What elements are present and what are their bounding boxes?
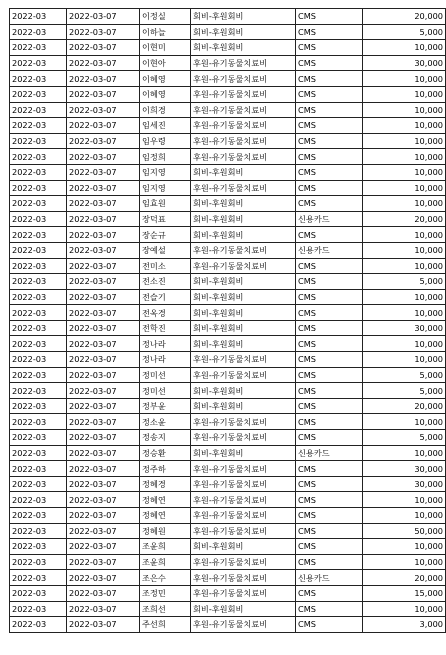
name-cell: 정나라: [140, 336, 191, 352]
category-cell: 회비-후원회비: [191, 9, 296, 25]
category-cell: 후원-유기동물치료비: [191, 55, 296, 71]
date-cell: 2022-03-07: [67, 133, 140, 149]
category-cell: 회비-후원회비: [191, 211, 296, 227]
name-cell: 임정희: [140, 149, 191, 165]
amount-cell: 10,000: [363, 258, 446, 274]
month-cell: 2022-03: [10, 445, 67, 461]
payment-cell: CMS: [296, 9, 363, 25]
amount-cell: 5,000: [363, 383, 446, 399]
name-cell: 주선희: [140, 617, 191, 633]
date-cell: 2022-03-07: [67, 227, 140, 243]
amount-cell: 10,000: [363, 508, 446, 524]
name-cell: 조윤희: [140, 539, 191, 555]
payment-cell: CMS: [296, 367, 363, 383]
category-cell: 후원-유기동물치료비: [191, 71, 296, 87]
category-cell: 후원-유기동물치료비: [191, 367, 296, 383]
table-row: [10, 461, 446, 477]
name-cell: 조윤희: [140, 554, 191, 570]
payment-cell: CMS: [296, 414, 363, 430]
payment-cell: CMS: [296, 523, 363, 539]
amount-cell: 10,000: [363, 86, 446, 102]
table-row: [10, 180, 446, 196]
payment-cell: 신용카드: [296, 211, 363, 227]
amount-cell: 3,000: [363, 617, 446, 633]
category-cell: 회비-후원회비: [191, 227, 296, 243]
date-cell: 2022-03-07: [67, 554, 140, 570]
date-cell: 2022-03-07: [67, 258, 140, 274]
month-cell: 2022-03: [10, 40, 67, 56]
name-cell: 임세진: [140, 118, 191, 134]
category-cell: 후원-유기동물치료비: [191, 570, 296, 586]
table-row: [10, 71, 446, 87]
month-cell: 2022-03: [10, 274, 67, 290]
date-cell: 2022-03-07: [67, 617, 140, 633]
table-row: [10, 86, 446, 102]
payment-cell: CMS: [296, 71, 363, 87]
category-cell: 후원-유기동물치료비: [191, 133, 296, 149]
date-cell: 2022-03-07: [67, 508, 140, 524]
name-cell: 이현아: [140, 55, 191, 71]
date-cell: 2022-03-07: [67, 305, 140, 321]
table-row: [10, 211, 446, 227]
table-row: [10, 539, 446, 555]
date-cell: 2022-03-07: [67, 430, 140, 446]
amount-cell: 20,000: [363, 9, 446, 25]
payment-cell: CMS: [296, 86, 363, 102]
table-row: [10, 305, 446, 321]
name-cell: 정소윤: [140, 414, 191, 430]
category-cell: 회비-후원회비: [191, 539, 296, 555]
amount-cell: 10,000: [363, 118, 446, 134]
table-row: [10, 367, 446, 383]
name-cell: 이정실: [140, 9, 191, 25]
name-cell: 이혜영: [140, 71, 191, 87]
date-cell: 2022-03-07: [67, 445, 140, 461]
category-cell: 회비-후원회비: [191, 383, 296, 399]
category-cell: 회비-후원회비: [191, 305, 296, 321]
name-cell: 조희선: [140, 601, 191, 617]
table-row: [10, 508, 446, 524]
payment-cell: CMS: [296, 398, 363, 414]
date-cell: 2022-03-07: [67, 40, 140, 56]
payment-cell: CMS: [296, 133, 363, 149]
payment-cell: CMS: [296, 383, 363, 399]
payment-cell: CMS: [296, 492, 363, 508]
payment-cell: CMS: [296, 305, 363, 321]
table-row: [10, 320, 446, 336]
amount-cell: 30,000: [363, 461, 446, 477]
payment-cell: CMS: [296, 149, 363, 165]
month-cell: 2022-03: [10, 289, 67, 305]
payment-cell: CMS: [296, 102, 363, 118]
month-cell: 2022-03: [10, 367, 67, 383]
table-row: [10, 414, 446, 430]
month-cell: 2022-03: [10, 242, 67, 258]
table-row: [10, 149, 446, 165]
month-cell: 2022-03: [10, 227, 67, 243]
month-cell: 2022-03: [10, 55, 67, 71]
date-cell: 2022-03-07: [67, 352, 140, 368]
name-cell: 정미선: [140, 383, 191, 399]
month-cell: 2022-03: [10, 164, 67, 180]
month-cell: 2022-03: [10, 133, 67, 149]
date-cell: 2022-03-07: [67, 320, 140, 336]
name-cell: 정승환: [140, 445, 191, 461]
table-row: [10, 430, 446, 446]
date-cell: 2022-03-07: [67, 461, 140, 477]
name-cell: 임효원: [140, 196, 191, 212]
payment-cell: CMS: [296, 539, 363, 555]
amount-cell: 30,000: [363, 55, 446, 71]
category-cell: 회비-후원회비: [191, 336, 296, 352]
table-row: [10, 336, 446, 352]
month-cell: 2022-03: [10, 570, 67, 586]
table-row: [10, 102, 446, 118]
month-cell: 2022-03: [10, 180, 67, 196]
name-cell: 정나라: [140, 352, 191, 368]
date-cell: 2022-03-07: [67, 196, 140, 212]
name-cell: 정부윤: [140, 398, 191, 414]
table-row: [10, 55, 446, 71]
amount-cell: 10,000: [363, 289, 446, 305]
category-cell: 후원-유기동물치료비: [191, 430, 296, 446]
payment-cell: CMS: [296, 40, 363, 56]
category-cell: 후원-유기동물치료비: [191, 617, 296, 633]
date-cell: 2022-03-07: [67, 274, 140, 290]
date-cell: 2022-03-07: [67, 164, 140, 180]
date-cell: 2022-03-07: [67, 492, 140, 508]
payment-cell: CMS: [296, 24, 363, 40]
month-cell: 2022-03: [10, 102, 67, 118]
month-cell: 2022-03: [10, 539, 67, 555]
category-cell: 후원-유기동물치료비: [191, 352, 296, 368]
name-cell: 이현미: [140, 40, 191, 56]
amount-cell: 15,000: [363, 585, 446, 601]
amount-cell: 5,000: [363, 367, 446, 383]
date-cell: 2022-03-07: [67, 383, 140, 399]
payment-cell: 신용카드: [296, 570, 363, 586]
amount-cell: 10,000: [363, 196, 446, 212]
payment-cell: CMS: [296, 55, 363, 71]
category-cell: 후원-유기동물치료비: [191, 461, 296, 477]
category-cell: 후원-유기동물치료비: [191, 102, 296, 118]
amount-cell: 10,000: [363, 40, 446, 56]
amount-cell: 20,000: [363, 398, 446, 414]
date-cell: 2022-03-07: [67, 149, 140, 165]
table-row: [10, 570, 446, 586]
category-cell: 회비-후원회비: [191, 24, 296, 40]
date-cell: 2022-03-07: [67, 55, 140, 71]
payment-cell: CMS: [296, 227, 363, 243]
table-row: [10, 196, 446, 212]
date-cell: 2022-03-07: [67, 398, 140, 414]
amount-cell: 10,000: [363, 445, 446, 461]
name-cell: 전옥경: [140, 305, 191, 321]
date-cell: 2022-03-07: [67, 180, 140, 196]
month-cell: 2022-03: [10, 71, 67, 87]
amount-cell: 30,000: [363, 476, 446, 492]
month-cell: 2022-03: [10, 305, 67, 321]
payment-cell: CMS: [296, 352, 363, 368]
month-cell: 2022-03: [10, 118, 67, 134]
month-cell: 2022-03: [10, 492, 67, 508]
category-cell: 후원-유기동물치료비: [191, 554, 296, 570]
payment-cell: CMS: [296, 617, 363, 633]
amount-cell: 10,000: [363, 242, 446, 258]
payment-cell: CMS: [296, 320, 363, 336]
category-cell: 회비-후원회비: [191, 164, 296, 180]
date-cell: 2022-03-07: [67, 86, 140, 102]
category-cell: 회비-후원회비: [191, 274, 296, 290]
payment-cell: CMS: [296, 118, 363, 134]
table-row: [10, 476, 446, 492]
table-row: [10, 242, 446, 258]
payment-cell: CMS: [296, 585, 363, 601]
name-cell: 장예설: [140, 242, 191, 258]
month-cell: 2022-03: [10, 508, 67, 524]
category-cell: 회비-후원회비: [191, 40, 296, 56]
table-row: [10, 617, 446, 633]
payment-cell: CMS: [296, 430, 363, 446]
name-cell: 정미선: [140, 367, 191, 383]
category-cell: 후원-유기동물치료비: [191, 492, 296, 508]
name-cell: 이혜영: [140, 86, 191, 102]
amount-cell: 30,000: [363, 320, 446, 336]
table-row: [10, 492, 446, 508]
month-cell: 2022-03: [10, 430, 67, 446]
payment-cell: CMS: [296, 180, 363, 196]
date-cell: 2022-03-07: [67, 585, 140, 601]
date-cell: 2022-03-07: [67, 118, 140, 134]
amount-cell: 20,000: [363, 570, 446, 586]
month-cell: 2022-03: [10, 398, 67, 414]
date-cell: 2022-03-07: [67, 601, 140, 617]
name-cell: 조은수: [140, 570, 191, 586]
category-cell: 후원-유기동물치료비: [191, 508, 296, 524]
date-cell: 2022-03-07: [67, 24, 140, 40]
payment-cell: CMS: [296, 336, 363, 352]
date-cell: 2022-03-07: [67, 570, 140, 586]
payment-cell: CMS: [296, 289, 363, 305]
date-cell: 2022-03-07: [67, 336, 140, 352]
ledger-body: [10, 9, 446, 633]
table-row: [10, 289, 446, 305]
name-cell: 전슬기: [140, 289, 191, 305]
table-row: [10, 601, 446, 617]
amount-cell: 10,000: [363, 102, 446, 118]
category-cell: 회비-후원회비: [191, 601, 296, 617]
table-row: [10, 445, 446, 461]
amount-cell: 10,000: [363, 71, 446, 87]
amount-cell: 5,000: [363, 24, 446, 40]
table-row: [10, 585, 446, 601]
table-row: [10, 164, 446, 180]
date-cell: 2022-03-07: [67, 71, 140, 87]
amount-cell: 5,000: [363, 274, 446, 290]
name-cell: 임우령: [140, 133, 191, 149]
name-cell: 전소진: [140, 274, 191, 290]
amount-cell: 10,000: [363, 414, 446, 430]
category-cell: 후원-유기동물치료비: [191, 149, 296, 165]
category-cell: 회비-후원회비: [191, 445, 296, 461]
category-cell: 회비-후원회비: [191, 320, 296, 336]
amount-cell: 10,000: [363, 539, 446, 555]
amount-cell: 20,000: [363, 211, 446, 227]
table-row: [10, 258, 446, 274]
month-cell: 2022-03: [10, 86, 67, 102]
payment-cell: CMS: [296, 601, 363, 617]
table-row: [10, 523, 446, 539]
category-cell: 후원-유기동물치료비: [191, 258, 296, 274]
payment-cell: CMS: [296, 461, 363, 477]
name-cell: 정혜경: [140, 476, 191, 492]
payment-cell: CMS: [296, 476, 363, 492]
name-cell: 이희경: [140, 102, 191, 118]
category-cell: 회비-후원회비: [191, 196, 296, 212]
category-cell: 후원-유기동물치료비: [191, 523, 296, 539]
table-row: [10, 133, 446, 149]
table-row: [10, 9, 446, 25]
month-cell: 2022-03: [10, 461, 67, 477]
amount-cell: 5,000: [363, 430, 446, 446]
date-cell: 2022-03-07: [67, 539, 140, 555]
month-cell: 2022-03: [10, 585, 67, 601]
date-cell: 2022-03-07: [67, 414, 140, 430]
category-cell: 회비-후원회비: [191, 289, 296, 305]
category-cell: 후원-유기동물치료비: [191, 476, 296, 492]
category-cell: 후원-유기동물치료비: [191, 414, 296, 430]
name-cell: 정혜연: [140, 508, 191, 524]
month-cell: 2022-03: [10, 383, 67, 399]
amount-cell: 10,000: [363, 601, 446, 617]
month-cell: 2022-03: [10, 336, 67, 352]
month-cell: 2022-03: [10, 476, 67, 492]
table-row: [10, 227, 446, 243]
date-cell: 2022-03-07: [67, 102, 140, 118]
table-row: [10, 118, 446, 134]
month-cell: 2022-03: [10, 258, 67, 274]
category-cell: 후원-유기동물치료비: [191, 118, 296, 134]
table-row: [10, 274, 446, 290]
table-row: [10, 352, 446, 368]
payment-cell: CMS: [296, 196, 363, 212]
amount-cell: 10,000: [363, 149, 446, 165]
name-cell: 장순규: [140, 227, 191, 243]
month-cell: 2022-03: [10, 196, 67, 212]
amount-cell: 10,000: [363, 133, 446, 149]
month-cell: 2022-03: [10, 601, 67, 617]
name-cell: 전학진: [140, 320, 191, 336]
month-cell: 2022-03: [10, 24, 67, 40]
month-cell: 2022-03: [10, 617, 67, 633]
date-cell: 2022-03-07: [67, 9, 140, 25]
month-cell: 2022-03: [10, 554, 67, 570]
month-cell: 2022-03: [10, 149, 67, 165]
date-cell: 2022-03-07: [67, 289, 140, 305]
category-cell: 후원-유기동물치료비: [191, 242, 296, 258]
name-cell: 조정민: [140, 585, 191, 601]
payment-cell: 신용카드: [296, 445, 363, 461]
name-cell: 임지영: [140, 180, 191, 196]
amount-cell: 10,000: [363, 554, 446, 570]
month-cell: 2022-03: [10, 352, 67, 368]
name-cell: 정혜원: [140, 523, 191, 539]
name-cell: 정송지: [140, 430, 191, 446]
category-cell: 후원-유기동물치료비: [191, 585, 296, 601]
name-cell: 정혜연: [140, 492, 191, 508]
amount-cell: 10,000: [363, 164, 446, 180]
month-cell: 2022-03: [10, 320, 67, 336]
date-cell: 2022-03-07: [67, 476, 140, 492]
amount-cell: 10,000: [363, 227, 446, 243]
date-cell: 2022-03-07: [67, 211, 140, 227]
name-cell: 임지영: [140, 164, 191, 180]
payment-cell: 신용카드: [296, 242, 363, 258]
payment-cell: CMS: [296, 164, 363, 180]
name-cell: 전미소: [140, 258, 191, 274]
payment-cell: CMS: [296, 554, 363, 570]
table-row: [10, 398, 446, 414]
table-row: [10, 40, 446, 56]
category-cell: 후원-유기동물치료비: [191, 180, 296, 196]
name-cell: 장덕표: [140, 211, 191, 227]
amount-cell: 10,000: [363, 352, 446, 368]
name-cell: 정주하: [140, 461, 191, 477]
date-cell: 2022-03-07: [67, 523, 140, 539]
payment-cell: CMS: [296, 508, 363, 524]
amount-cell: 10,000: [363, 336, 446, 352]
amount-cell: 10,000: [363, 492, 446, 508]
name-cell: 이하늘: [140, 24, 191, 40]
table-row: [10, 383, 446, 399]
table-row: [10, 554, 446, 570]
amount-cell: 50,000: [363, 523, 446, 539]
category-cell: 후원-유기동물치료비: [191, 86, 296, 102]
month-cell: 2022-03: [10, 523, 67, 539]
month-cell: 2022-03: [10, 414, 67, 430]
donation-ledger-table: [9, 8, 446, 633]
table-row: [10, 24, 446, 40]
date-cell: 2022-03-07: [67, 242, 140, 258]
category-cell: 회비-후원회비: [191, 398, 296, 414]
date-cell: 2022-03-07: [67, 367, 140, 383]
payment-cell: CMS: [296, 274, 363, 290]
amount-cell: 10,000: [363, 305, 446, 321]
month-cell: 2022-03: [10, 211, 67, 227]
amount-cell: 10,000: [363, 180, 446, 196]
payment-cell: CMS: [296, 258, 363, 274]
month-cell: 2022-03: [10, 9, 67, 25]
